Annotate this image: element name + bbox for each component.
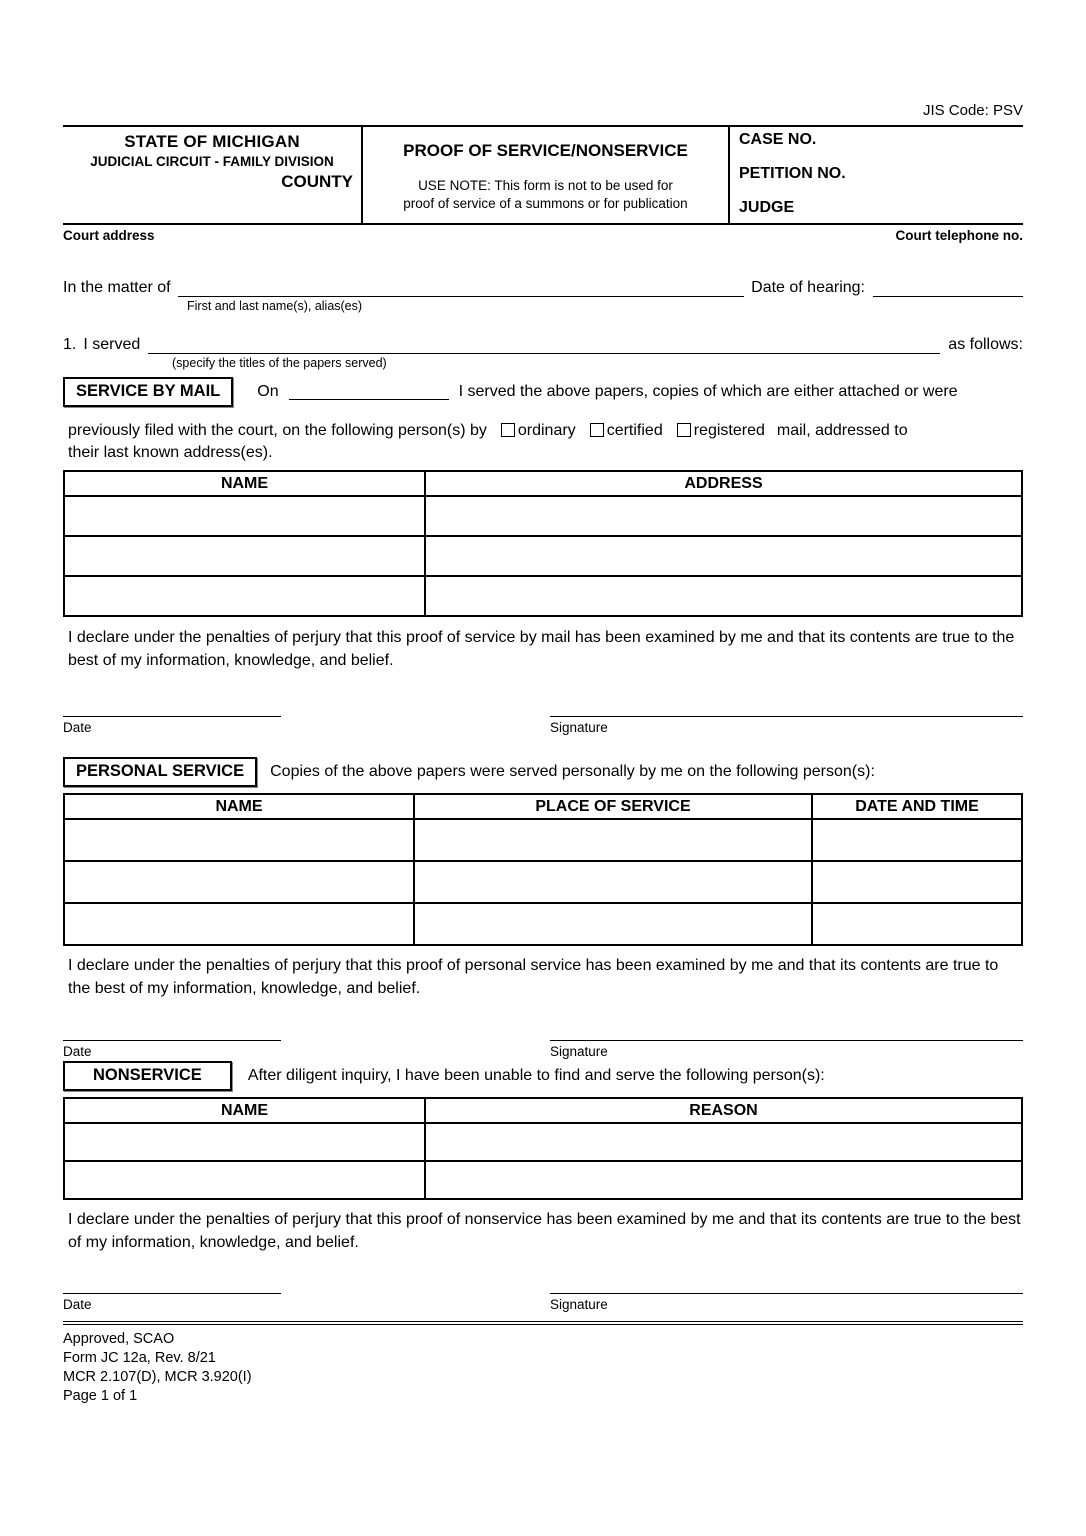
court-address-label[interactable]: Court address bbox=[63, 228, 155, 243]
mail-signature-field[interactable] bbox=[550, 703, 1023, 717]
mail-address-header: ADDRESS bbox=[425, 471, 1022, 496]
footer-approved: Approved, SCAO bbox=[63, 1331, 175, 1347]
ordinary-label: ordinary bbox=[517, 422, 576, 439]
circuit-label: JUDICIAL CIRCUIT - FAMILY DIVISION bbox=[90, 154, 334, 169]
mail-date-sign-field[interactable] bbox=[63, 703, 281, 717]
matter-name-field[interactable] bbox=[178, 279, 745, 297]
matter-prefix: In the matter of bbox=[63, 279, 171, 296]
matter-row bbox=[63, 279, 1023, 297]
personal-name-cell[interactable] bbox=[64, 903, 414, 945]
nonservice-declaration: I declare under the penalties of perjury that this proof of nonservice has been examined by me and that its contents are true to the best of my information, knowledge, and belief. bbox=[68, 1211, 1021, 1251]
mail-line2-prefix: previously filed with the court, on the following person(s) by bbox=[68, 422, 487, 439]
certified-label: certified bbox=[606, 422, 663, 439]
service-by-mail-heading: SERVICE BY MAIL bbox=[63, 377, 233, 407]
court-phone-label[interactable]: Court telephone no. bbox=[895, 228, 1023, 243]
registered-label: registered bbox=[693, 422, 765, 439]
served-papers-field[interactable] bbox=[148, 336, 940, 354]
mail-date-field[interactable] bbox=[289, 382, 449, 400]
personal-date-field[interactable] bbox=[63, 1027, 281, 1041]
mail-table bbox=[63, 470, 1023, 617]
served-label: I served bbox=[83, 336, 141, 353]
personal-signature-label: Signature bbox=[550, 1044, 608, 1059]
hearing-date-label: Date of hearing: bbox=[751, 279, 865, 296]
mail-address-cell[interactable] bbox=[425, 536, 1022, 576]
personal-date-label: Date bbox=[63, 1044, 92, 1059]
mail-line1-text: I served the above papers, copies of which are either attached or were bbox=[458, 383, 958, 400]
mail-address-cell[interactable] bbox=[425, 496, 1022, 536]
mail-on-label: On bbox=[257, 383, 279, 400]
form-caption bbox=[63, 125, 1023, 225]
service-by-mail-row bbox=[63, 377, 1023, 407]
registered-checkbox[interactable] bbox=[677, 423, 691, 437]
item-number: 1. bbox=[63, 336, 77, 353]
court-caption-cell bbox=[63, 127, 363, 223]
form-content bbox=[63, 0, 1023, 1406]
served-row bbox=[63, 336, 1023, 354]
certified-checkbox[interactable] bbox=[590, 423, 604, 437]
use-note-line2: proof of service of a summons or for publication bbox=[403, 196, 688, 211]
table-row bbox=[64, 496, 1022, 536]
state-label: STATE OF MICHIGAN bbox=[124, 132, 300, 151]
footer-mcr: MCR 2.107(D), MCR 3.920(I) bbox=[63, 1369, 252, 1385]
mail-line2-suffix: mail, addressed to bbox=[776, 422, 908, 439]
hearing-date-field[interactable] bbox=[873, 279, 1023, 297]
mail-paragraph bbox=[63, 420, 1023, 464]
served-hint: (specify the titles of the papers served) bbox=[172, 356, 387, 370]
personal-service-row bbox=[63, 757, 1023, 787]
table-row bbox=[64, 536, 1022, 576]
table-row bbox=[64, 1123, 1022, 1161]
title-cell bbox=[363, 127, 730, 223]
case-cell bbox=[730, 127, 1023, 223]
petition-no-label[interactable]: PETITION NO. bbox=[739, 165, 846, 182]
mail-declaration: I declare under the penalties of perjury that this proof of service by mail has been examined by me and that its contents are true to the best of my information, knowledge, and belief. bbox=[68, 629, 1015, 669]
jis-code: JIS Code: PSV bbox=[922, 102, 1023, 119]
place-cell[interactable] bbox=[414, 819, 812, 861]
personal-declaration: I declare under the penalties of perjury that this proof of personal service has been examined by me and that its contents are true to the best of my information, knowledge, and belief. bbox=[68, 957, 999, 997]
nonservice-table bbox=[63, 1097, 1023, 1200]
mail-name-header: NAME bbox=[64, 471, 425, 496]
nonservice-date-block bbox=[63, 1280, 281, 1312]
footer-form-number: Form JC 12a, Rev. 8/21 bbox=[63, 1350, 216, 1366]
court-contact-row bbox=[63, 228, 1023, 243]
datetime-cell[interactable] bbox=[812, 861, 1022, 903]
county-label: COUNTY bbox=[281, 172, 353, 191]
date-and-time-header: DATE AND TIME bbox=[812, 794, 1022, 819]
case-no-label[interactable]: CASE NO. bbox=[739, 131, 817, 148]
personal-signature-field[interactable] bbox=[550, 1027, 1023, 1041]
mail-signature-label: Signature bbox=[550, 720, 608, 735]
use-note-line1: USE NOTE: This form is not to be used for bbox=[418, 178, 673, 193]
table-row bbox=[64, 1161, 1022, 1199]
judge-label[interactable]: JUDGE bbox=[739, 199, 795, 216]
form-title: PROOF OF SERVICE/NONSERVICE bbox=[403, 141, 688, 160]
place-cell[interactable] bbox=[414, 903, 812, 945]
personal-service-table bbox=[63, 793, 1023, 946]
personal-table-header-row bbox=[64, 794, 1022, 819]
place-of-service-header: PLACE OF SERVICE bbox=[414, 794, 812, 819]
served-suffix: as follows: bbox=[948, 336, 1023, 353]
nonservice-signature-field[interactable] bbox=[550, 1280, 1023, 1294]
personal-date-signature-row bbox=[63, 1027, 1023, 1059]
nonservice-name-header: NAME bbox=[64, 1098, 425, 1123]
mail-name-cell[interactable] bbox=[64, 496, 425, 536]
mail-date-label: Date bbox=[63, 720, 92, 735]
personal-date-block bbox=[63, 1027, 281, 1059]
datetime-cell[interactable] bbox=[812, 903, 1022, 945]
reason-header: REASON bbox=[425, 1098, 1022, 1123]
mail-table-header-row bbox=[64, 471, 1022, 496]
matter-name-hint: First and last name(s), alias(es) bbox=[187, 299, 363, 313]
mail-address-cell[interactable] bbox=[425, 576, 1022, 616]
use-note bbox=[363, 177, 728, 213]
personal-name-cell[interactable] bbox=[64, 819, 414, 861]
ordinary-checkbox[interactable] bbox=[501, 423, 515, 437]
personal-signature-block bbox=[550, 1027, 1023, 1059]
nonservice-heading: NONSERVICE bbox=[63, 1061, 232, 1091]
mail-signature-block bbox=[550, 703, 1023, 735]
personal-service-heading: PERSONAL SERVICE bbox=[63, 757, 257, 787]
nonservice-signature-block bbox=[550, 1280, 1023, 1312]
form-footer bbox=[63, 1321, 1023, 1406]
nonservice-date-label: Date bbox=[63, 1297, 92, 1312]
nonservice-intro: After diligent inquiry, I have been unable to find and serve the following person(s): bbox=[247, 1067, 825, 1084]
personal-name-header: NAME bbox=[64, 794, 414, 819]
table-row bbox=[64, 861, 1022, 903]
mail-date-signature-row bbox=[63, 703, 1023, 735]
reason-cell[interactable] bbox=[425, 1161, 1022, 1199]
mail-name-cell[interactable] bbox=[64, 576, 425, 616]
nonservice-date-field[interactable] bbox=[63, 1280, 281, 1294]
personal-name-cell[interactable] bbox=[64, 861, 414, 903]
reason-cell[interactable] bbox=[425, 1123, 1022, 1161]
mail-line3: their last known address(es). bbox=[68, 444, 273, 461]
nonservice-table-header-row bbox=[64, 1098, 1022, 1123]
nonservice-signature-label: Signature bbox=[550, 1297, 608, 1312]
table-row bbox=[64, 576, 1022, 616]
table-row bbox=[64, 819, 1022, 861]
nonservice-date-signature-row bbox=[63, 1280, 1023, 1312]
nonservice-name-cell[interactable] bbox=[64, 1123, 425, 1161]
mail-date-block bbox=[63, 703, 281, 735]
nonservice-name-cell[interactable] bbox=[64, 1161, 425, 1199]
place-cell[interactable] bbox=[414, 861, 812, 903]
footer-page: Page 1 of 1 bbox=[63, 1388, 138, 1404]
table-row bbox=[64, 903, 1022, 945]
personal-service-intro: Copies of the above papers were served personally by me on the following person(s): bbox=[270, 763, 875, 780]
datetime-cell[interactable] bbox=[812, 819, 1022, 861]
nonservice-row bbox=[63, 1061, 1023, 1091]
mail-name-cell[interactable] bbox=[64, 536, 425, 576]
